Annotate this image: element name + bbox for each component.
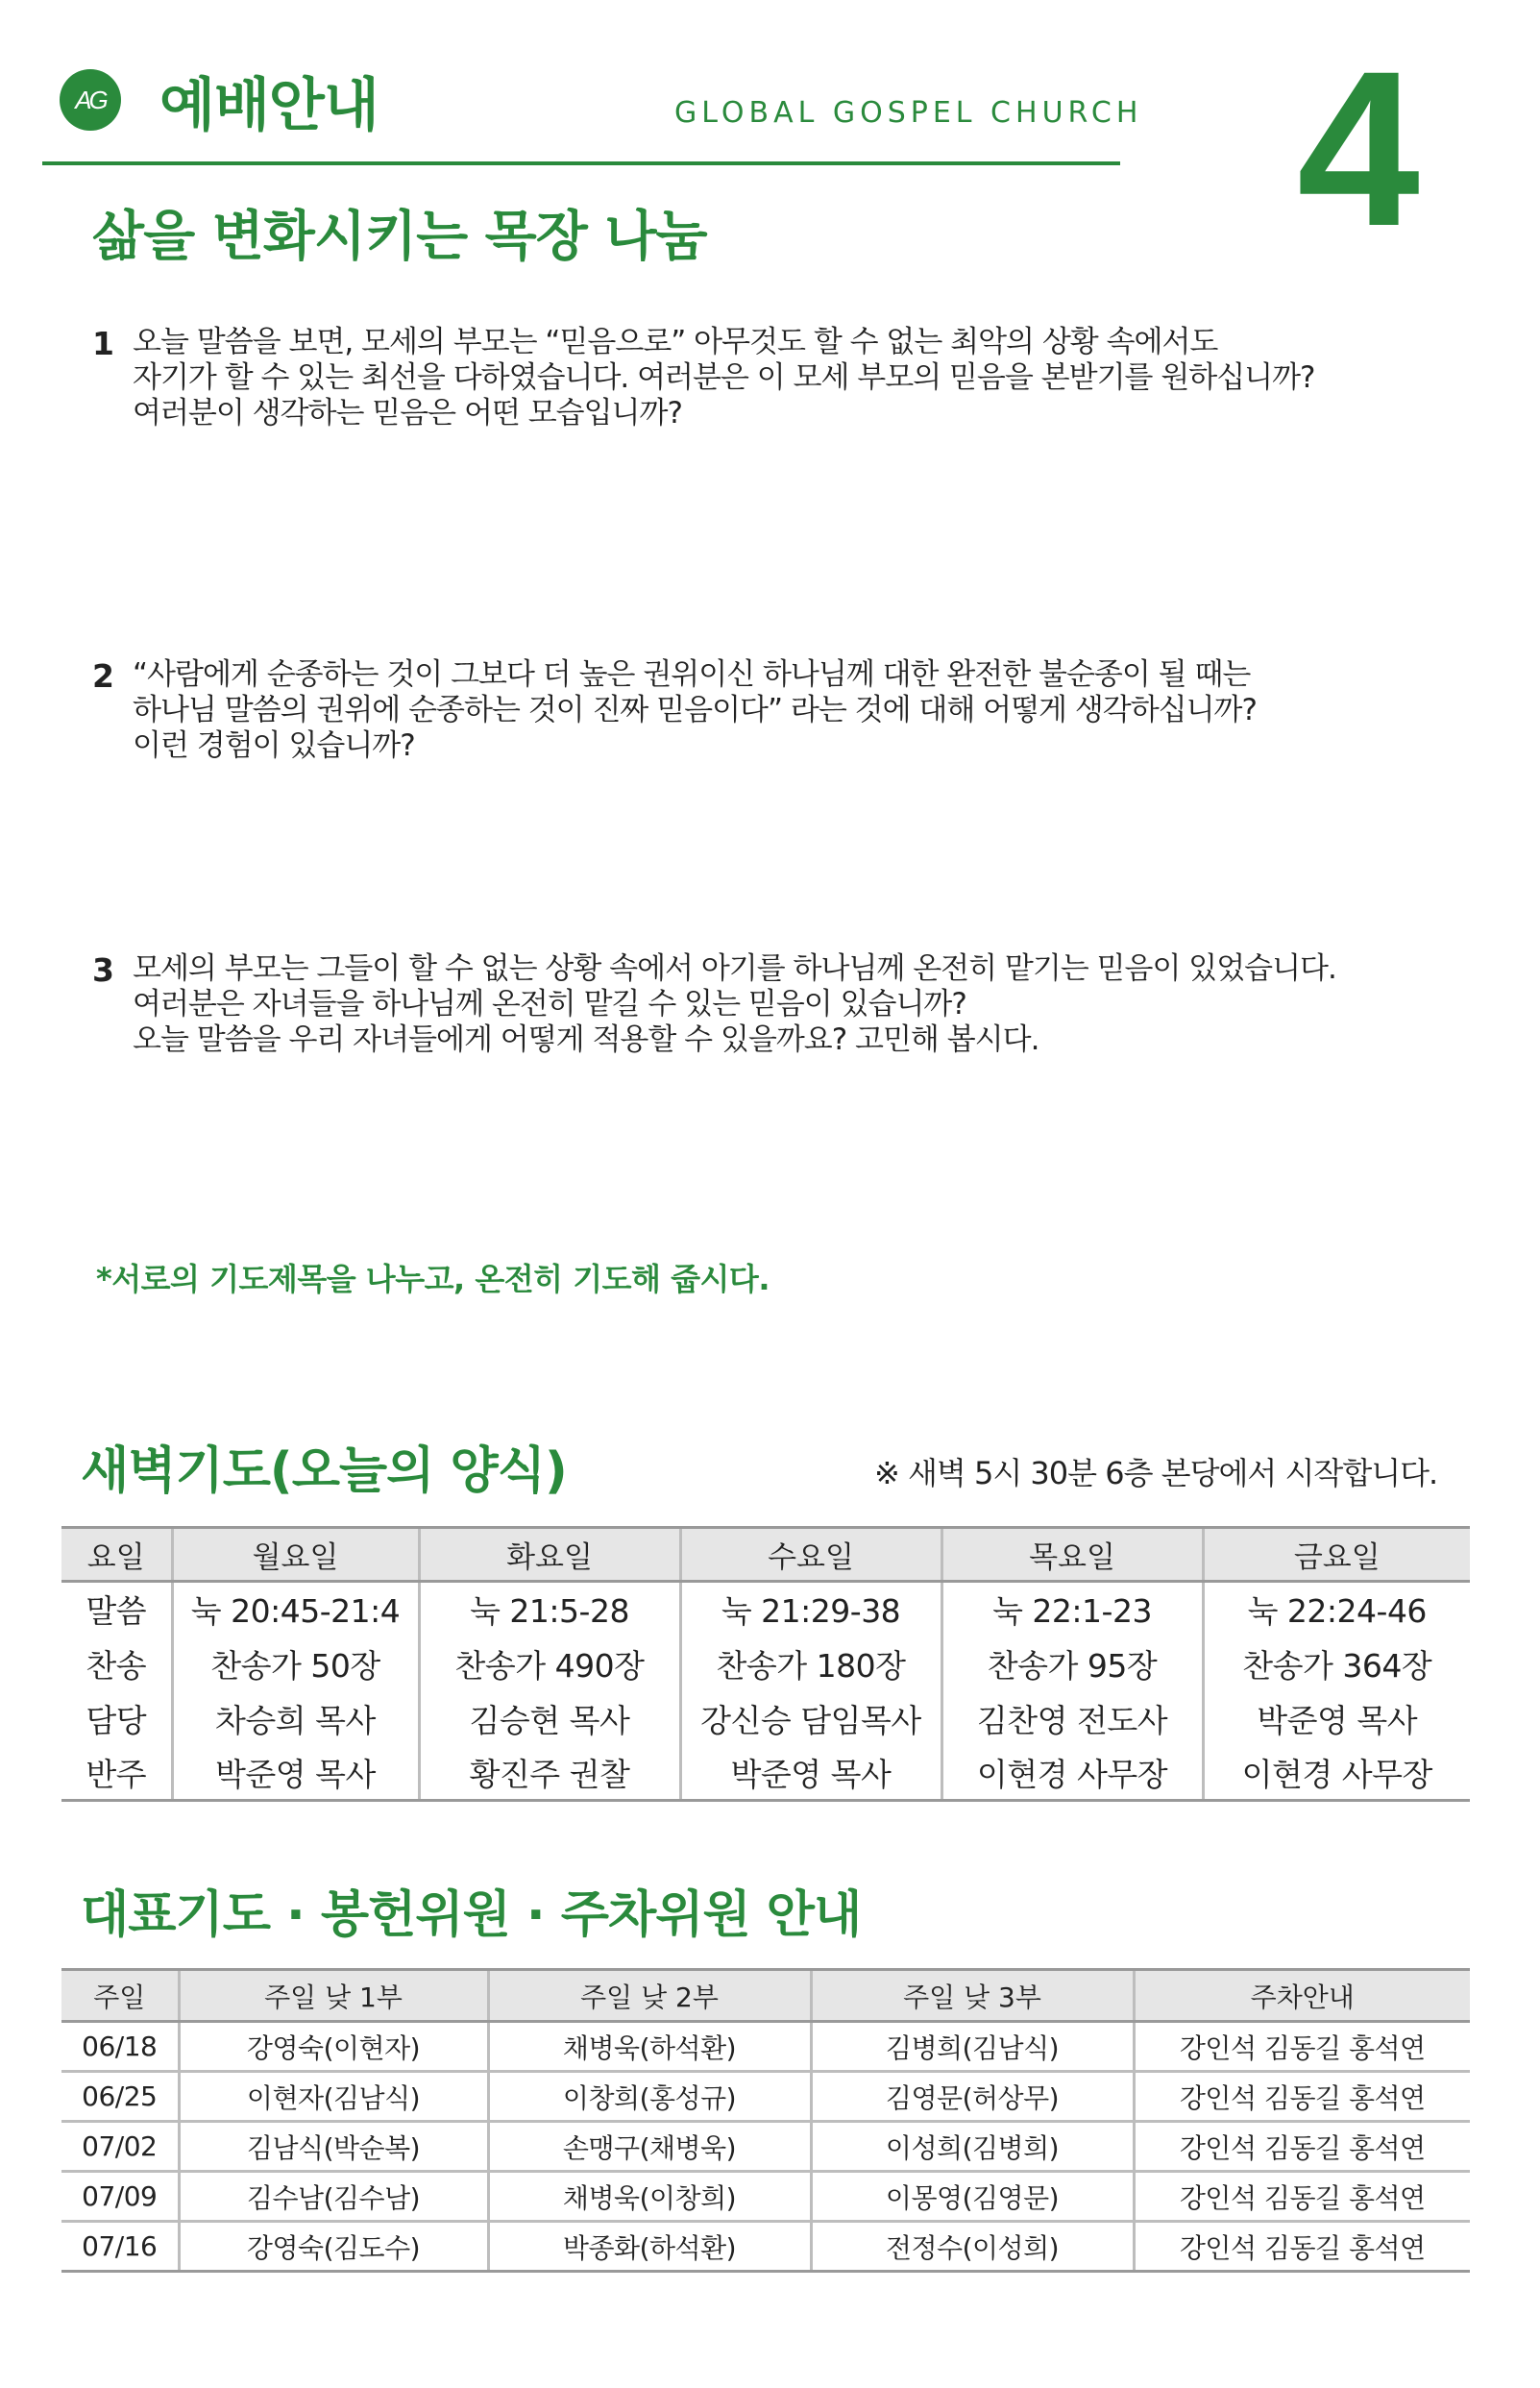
table-cell: 눅 21:5-28 bbox=[419, 1582, 680, 1637]
committee-table bbox=[61, 1968, 1470, 2273]
church-name: GLOBAL GOSPEL CHURCH bbox=[674, 96, 1143, 130]
table-cell: 07/16 bbox=[61, 2222, 179, 2272]
table-cell: 말씀 bbox=[61, 1582, 172, 1637]
table-header-row bbox=[61, 1528, 1470, 1582]
table-cell: 김찬영 전도사 bbox=[941, 1691, 1203, 1746]
page-number: 4 bbox=[1297, 25, 1420, 272]
table-cell: 김병희(김남식) bbox=[811, 2022, 1134, 2072]
table-cell: 김남식(박순복) bbox=[179, 2122, 488, 2172]
table-row bbox=[61, 1746, 1470, 1801]
table-cell: 이현경 사무장 bbox=[941, 1746, 1203, 1801]
table-header: 화요일 bbox=[419, 1528, 680, 1582]
table-cell: 찬송가 180장 bbox=[680, 1637, 941, 1691]
question-text: “사람에게 순종하는 것이 그보다 더 높은 권위이신 하나님께 대한 완전한 불순종이 될 때는 하나님 말씀의 권위에 순종하는 것이 진짜 믿음이다” 라는 것에 대해 어떻게 생각하십니까? 이런 경험이 있습니까? bbox=[133, 657, 1257, 763]
table-cell: 강인석 김동길 홍석연 bbox=[1134, 2122, 1470, 2172]
table-header: 주일 낮 3부 bbox=[811, 1970, 1134, 2022]
table-cell: 06/18 bbox=[61, 2022, 179, 2072]
table-header: 주일 bbox=[61, 1970, 179, 2022]
table-cell: 강영숙(이현자) bbox=[179, 2022, 488, 2072]
table-header: 주차안내 bbox=[1134, 1970, 1470, 2022]
table-row bbox=[61, 1637, 1470, 1691]
table-row bbox=[61, 2222, 1470, 2272]
sharing-title: 삶을 변화시키는 목장 나눔 bbox=[92, 206, 707, 268]
table-cell: 눅 22:1-23 bbox=[941, 1582, 1203, 1637]
table-cell: 강인석 김동길 홍석연 bbox=[1134, 2172, 1470, 2222]
table-row bbox=[61, 2022, 1470, 2072]
table-cell: 채병욱(이창희) bbox=[488, 2172, 811, 2222]
table-cell: 이성희(김병희) bbox=[811, 2122, 1134, 2172]
table-cell: 강인석 김동길 홍석연 bbox=[1134, 2022, 1470, 2072]
prayer-note: *서로의 기도제목을 나누고, 온전히 기도해 줍시다. bbox=[96, 1261, 770, 1297]
table-cell: 이현자(김남식) bbox=[179, 2072, 488, 2122]
table-header: 주일 낮 2부 bbox=[488, 1970, 811, 2022]
table-cell: 눅 22:24-46 bbox=[1203, 1582, 1470, 1637]
question-number: 1 bbox=[92, 325, 114, 362]
committee-title: 대표기도 · 봉헌위원 · 주차위원 안내 bbox=[81, 1886, 862, 1944]
table-cell: 눅 20:45-21:4 bbox=[172, 1582, 419, 1637]
table-cell: 채병욱(하석환) bbox=[488, 2022, 811, 2072]
table-cell: 손맹구(채병욱) bbox=[488, 2122, 811, 2172]
table-row bbox=[61, 1582, 1470, 1637]
table-cell: 김승현 목사 bbox=[419, 1691, 680, 1746]
table-cell: 찬송 bbox=[61, 1637, 172, 1691]
table-cell: 찬송가 50장 bbox=[172, 1637, 419, 1691]
table-header: 목요일 bbox=[941, 1528, 1203, 1582]
table-row bbox=[61, 2122, 1470, 2172]
table-cell: 박종화(하석환) bbox=[488, 2222, 811, 2272]
dawn-prayer-notice: ※ 새벽 5시 30분 6층 본당에서 시작합니다. bbox=[874, 1455, 1438, 1491]
table-cell: 이몽영(김영문) bbox=[811, 2172, 1134, 2222]
table-row bbox=[61, 2172, 1470, 2222]
table-cell: 황진주 권찰 bbox=[419, 1746, 680, 1801]
church-logo: AG bbox=[60, 69, 121, 131]
table-cell: 강신승 담임목사 bbox=[680, 1691, 941, 1746]
question-text: 모세의 부모는 그들이 할 수 없는 상황 속에서 아기를 하나님께 온전히 맡기는 믿음이 있었습니다. 여러분은 자녀들을 하나님께 온전히 맡길 수 있는 믿음이 있습니까? 오늘 말씀을 우리 자녀들에게 어떻게 적용할 수 있을까요? 고민해 봅시다. bbox=[133, 951, 1336, 1057]
table-cell: 김영문(허상무) bbox=[811, 2072, 1134, 2122]
table-header: 월요일 bbox=[172, 1528, 419, 1582]
question-number: 3 bbox=[92, 951, 114, 989]
table-cell: 찬송가 364장 bbox=[1203, 1637, 1470, 1691]
table-header: 주일 낮 1부 bbox=[179, 1970, 488, 2022]
table-cell: 김수남(김수남) bbox=[179, 2172, 488, 2222]
table-header: 수요일 bbox=[680, 1528, 941, 1582]
table-header-row bbox=[61, 1970, 1470, 2022]
table-cell: 눅 21:29-38 bbox=[680, 1582, 941, 1637]
table-cell: 이창희(홍성규) bbox=[488, 2072, 811, 2122]
table-row bbox=[61, 1691, 1470, 1746]
dawn-prayer-title: 새벽기도(오늘의 양식) bbox=[81, 1442, 567, 1500]
dawn-prayer-table bbox=[61, 1526, 1470, 1802]
table-cell: 강영숙(김도수) bbox=[179, 2222, 488, 2272]
table-cell: 전정수(이성희) bbox=[811, 2222, 1134, 2272]
table-cell: 담당 bbox=[61, 1691, 172, 1746]
table-cell: 차승희 목사 bbox=[172, 1691, 419, 1746]
table-cell: 강인석 김동길 홍석연 bbox=[1134, 2072, 1470, 2122]
header-divider bbox=[42, 161, 1120, 165]
question-number: 2 bbox=[92, 657, 114, 695]
table-cell: 07/02 bbox=[61, 2122, 179, 2172]
section-title: 예배안내 bbox=[159, 72, 379, 139]
table-cell: 07/09 bbox=[61, 2172, 179, 2222]
table-row bbox=[61, 2072, 1470, 2122]
table-cell: 박준영 목사 bbox=[1203, 1691, 1470, 1746]
table-cell: 06/25 bbox=[61, 2072, 179, 2122]
table-cell: 박준영 목사 bbox=[172, 1746, 419, 1801]
table-cell: 찬송가 490장 bbox=[419, 1637, 680, 1691]
table-cell: 반주 bbox=[61, 1746, 172, 1801]
table-cell: 찬송가 95장 bbox=[941, 1637, 1203, 1691]
table-cell: 박준영 목사 bbox=[680, 1746, 941, 1801]
table-header: 요일 bbox=[61, 1528, 172, 1582]
question-text: 오늘 말씀을 보면, 모세의 부모는 “믿음으로” 아무것도 할 수 없는 최악의 상황 속에서도 자기가 할 수 있는 최선을 다하였습니다. 여러분은 이 모세 부모의 믿음을 본받기를 원하십니까? 여러분이 생각하는 믿음은 어떤 모습입니까? bbox=[133, 325, 1315, 431]
table-cell: 강인석 김동길 홍석연 bbox=[1134, 2222, 1470, 2272]
table-cell: 이현경 사무장 bbox=[1203, 1746, 1470, 1801]
table-header: 금요일 bbox=[1203, 1528, 1470, 1582]
